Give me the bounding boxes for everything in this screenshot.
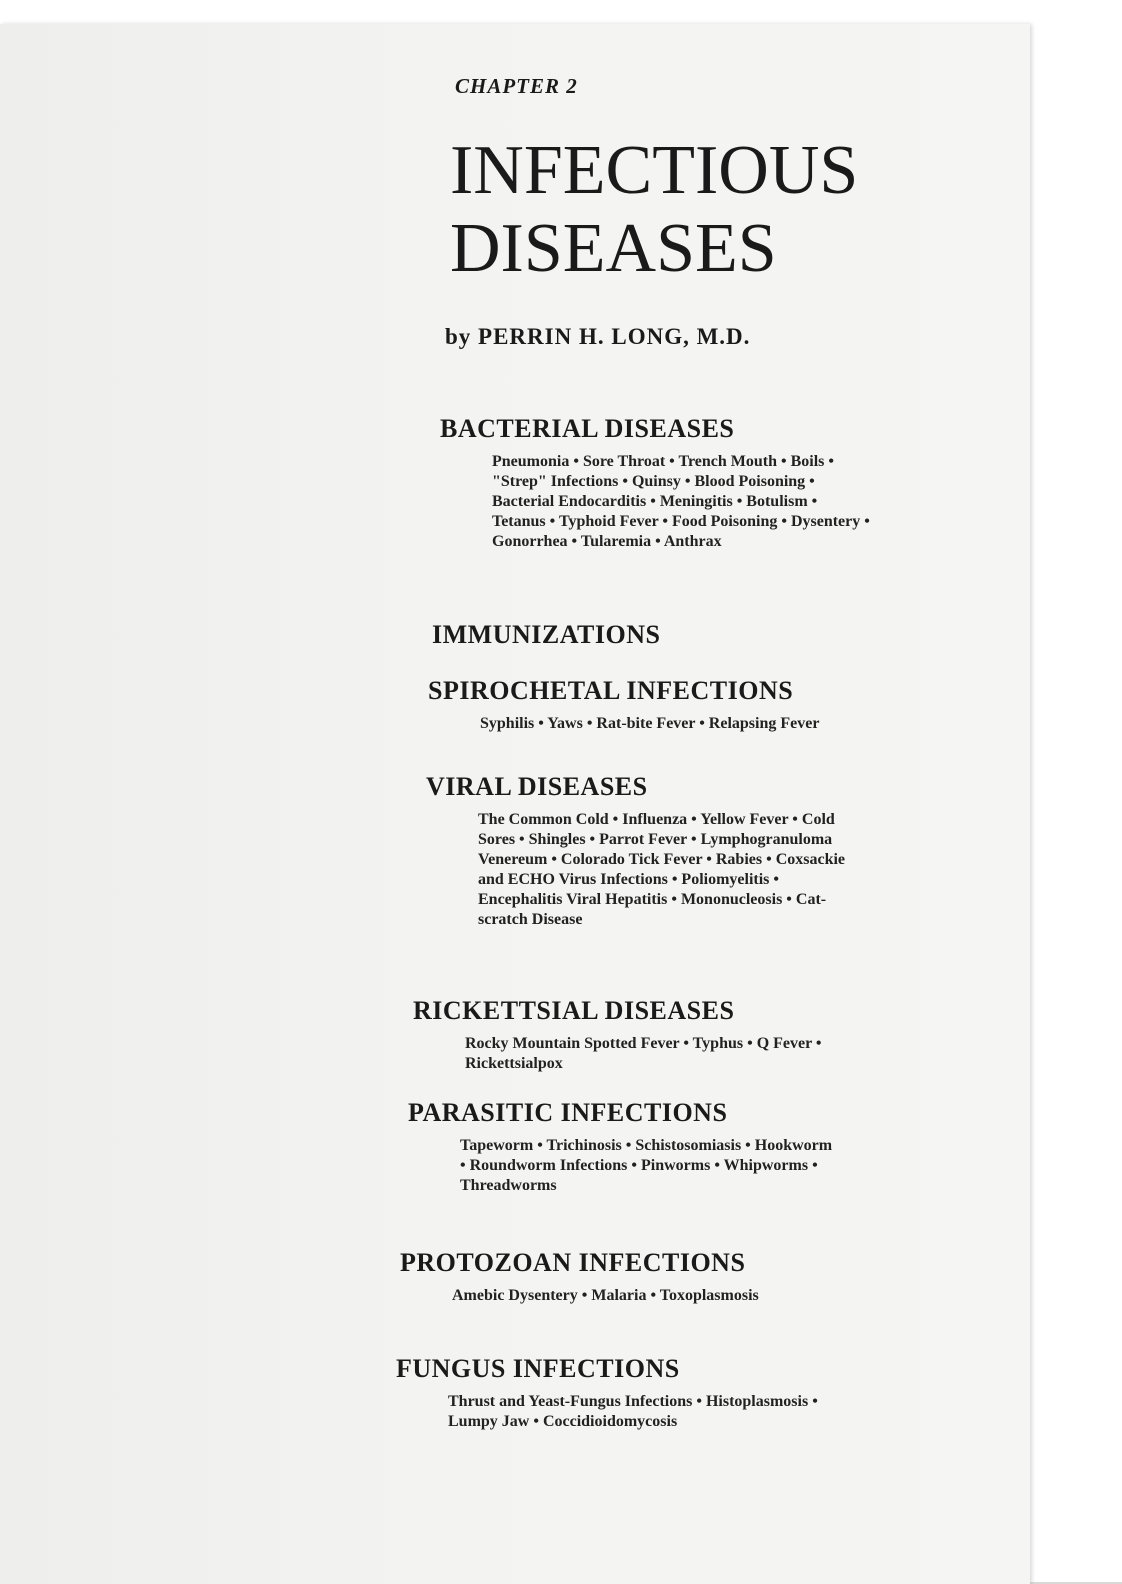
section-spirochetal-infections xyxy=(428,676,888,734)
section-items: Thrust and Yeast-Fungus Infections • Histoplasmosis • Lumpy Jaw • Coccidioidomycosis xyxy=(448,1393,818,1430)
title-line-1: INFECTIOUS xyxy=(450,132,859,209)
page-content xyxy=(0,24,1030,1584)
section-bacterial-diseases xyxy=(440,414,900,552)
section-items: Rocky Mountain Spotted Fever • Typhus • Q Fever • Rickettsialpox xyxy=(465,1035,822,1072)
section-items: The Common Cold • Influenza • Yellow Fever • Cold Sores • Shingles • Parrot Fever • Lymphogranuloma Venereum • Colorado Tick Fever • Rabies • Coxsackie and ECHO Virus Infections • Poliomyelitis • Encephalitis Viral Hepatitis • Mononucleosis • Cat-scratch Disease xyxy=(478,811,846,928)
section-items: Pneumonia • Sore Throat • Trench Mouth • Boils • "Strep" Infections • Quinsy • Blood Poisoning • Bacterial Endocarditis • Meningitis • Botulism • Tetanus • Typhoid Fever • Food Poisoning • Dysentery • Gonorrhea • Tularemia • Anthrax xyxy=(492,453,870,550)
top-margin xyxy=(0,0,1030,24)
section-heading: VIRAL DISEASES xyxy=(426,772,648,801)
section-heading: SPIROCHETAL INFECTIONS xyxy=(428,676,794,705)
section-fungus-infections xyxy=(396,1354,856,1432)
title-line-2: DISEASES xyxy=(450,210,777,287)
author-byline: by PERRIN H. LONG, M.D. xyxy=(445,324,751,349)
chapter-label: CHAPTER 2 xyxy=(455,74,578,98)
section-immunizations xyxy=(432,620,892,650)
book-page xyxy=(0,24,1030,1584)
section-items: Syphilis • Yaws • Rat-bite Fever • Relapsing Fever xyxy=(480,715,820,732)
section-heading: IMMUNIZATIONS xyxy=(432,620,661,649)
section-heading: FUNGUS INFECTIONS xyxy=(396,1354,680,1383)
section-heading: PROTOZOAN INFECTIONS xyxy=(400,1248,746,1277)
section-heading: RICKETTSIAL DISEASES xyxy=(413,996,735,1025)
section-items: Amebic Dysentery • Malaria • Toxoplasmosis xyxy=(452,1287,759,1304)
section-parasitic-infections xyxy=(408,1098,868,1196)
chapter-title xyxy=(450,132,858,288)
section-protozoan-infections xyxy=(400,1248,860,1306)
right-margin xyxy=(1030,0,1122,1582)
section-heading: BACTERIAL DISEASES xyxy=(440,414,735,443)
section-viral-diseases xyxy=(426,772,886,930)
section-rickettsial-diseases xyxy=(413,996,873,1074)
section-items: Tapeworm • Trichinosis • Schistosomiasis • Hookworm • Roundworm Infections • Pinworms • Whipworms • Threadworms xyxy=(460,1137,833,1194)
section-heading: PARASITIC INFECTIONS xyxy=(408,1098,728,1127)
